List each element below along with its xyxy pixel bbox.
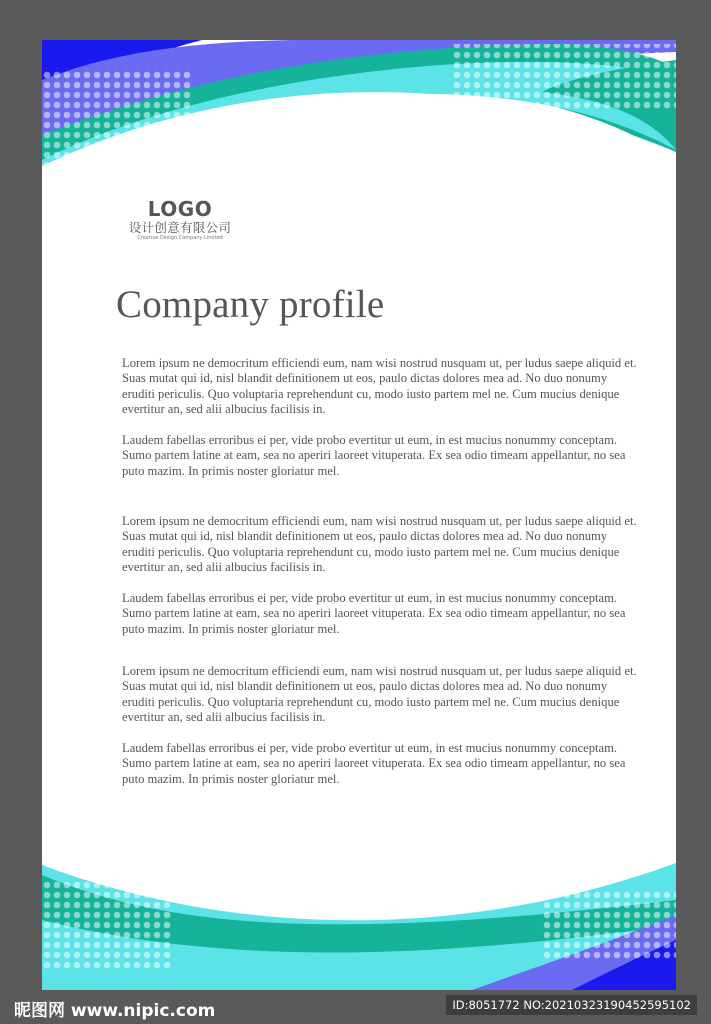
- paragraph-5: Lorem ipsum ne democritum efficiendi eum, nam wisi nostrud nusquam ut, per ludus saepe aliquid et. Suas mutat qui id, nisl blandit definitionem ut eos, paulo dictas dolores mea ad. No duo nonumy eruditi periculis. Quo voluptaria reprehendunt cu, modo iusto partem mel ne. Cum mucius denique evertitur an, sed alii albucius facilisis in.: [122, 664, 637, 724]
- halftone-dots-bottom-right: [542, 890, 676, 960]
- watermark-bar: [0, 990, 711, 1024]
- paragraph-1: Lorem ipsum ne democritum efficiendi eum, nam wisi nostrud nusquam ut, per ludus saepe aliquid et. Suas mutat qui id, nisl blandit definitionem ut eos, paulo dictas dolores mea ad. No duo nonumy eruditi periculis. Quo voluptaria reprehendunt cu, modo iusto partem mel ne. Cum mucius denique evertitur an, sed alii albucius facilisis in.: [122, 356, 637, 416]
- paragraph-4: Laudem fabellas erroribus ei per, vide probo evertitur ut eum, in est mucius nonummy conceptam. Sumo partem latine at eam, sea no aperiri laoreet vituperata. Ex sea odio timeam appellantur, no sea puto mazim. In primis noster gloriatur mel.: [122, 591, 626, 636]
- letterhead-page: [42, 40, 676, 990]
- logo-chinese-name: 设计创意有限公司: [128, 220, 232, 235]
- watermark-site: 昵图网 www.nipic.com: [14, 1001, 216, 1021]
- paragraph-2: Laudem fabellas erroribus ei per, vide probo evertitur ut eum, in est mucius nonummy conceptam. Sumo partem latine at eam, sea no aperiri laoreet vituperata. Ex sea odio timeam appellantur, no sea puto mazim. In primis noster gloriatur mel.: [122, 433, 626, 478]
- bottom-wave-decoration: [42, 860, 676, 990]
- logo-title: LOGO: [147, 197, 213, 221]
- company-logo: [118, 198, 242, 242]
- logo-english-name: Creative Design Company Limited: [137, 235, 223, 241]
- paragraph-3: Lorem ipsum ne democritum efficiendi eum, nam wisi nostrud nusquam ut, per ludus saepe aliquid et. Suas mutat qui id, nisl blandit definitionem ut eos, paulo dictas dolores mea ad. No duo nonumy eruditi periculis. Quo voluptaria reprehendunt cu, modo iusto partem mel ne. Cum mucius denique evertitur an, sed alii albucius facilisis in.: [122, 514, 637, 574]
- document-title: Company profile: [116, 283, 385, 326]
- top-wave-decoration: [42, 40, 676, 210]
- paragraph-6: Laudem fabellas erroribus ei per, vide probo evertitur ut eum, in est mucius nonummy conceptam. Sumo partem latine at eam, sea no aperiri laoreet vituperata. Ex sea odio timeam appellantur, no sea puto mazim. In primis noster gloriatur mel.: [122, 741, 626, 786]
- watermark-id: ID:8051772 NO:20210323190452595102: [446, 995, 697, 1015]
